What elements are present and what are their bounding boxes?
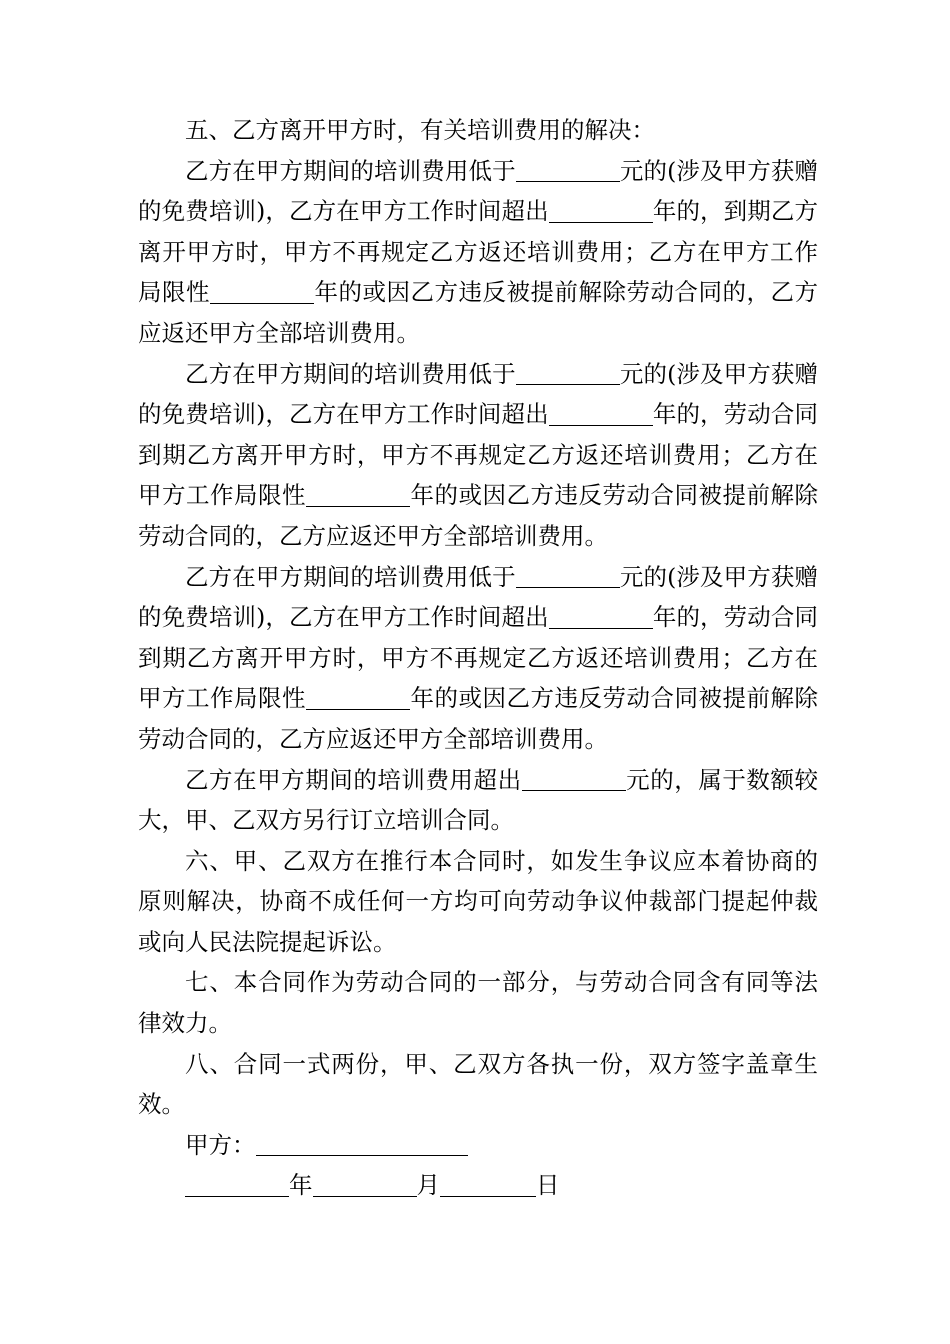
section-7: 七、本合同作为劳动合同的一部分，与劳动合同含有同等法律效力。 [138,968,818,1038]
p3-text-d: 年的或因乙方违反劳动合同被提前解除劳动合同的，乙方应返还甲方全部培训费用。 [138,684,818,753]
years-blank [549,604,653,629]
years-blank [306,482,410,507]
p1-text-a: 乙方在甲方期间的培训费用低于 [185,156,516,185]
amount-blank [516,564,620,589]
paragraph-training-fee-3 [138,557,818,760]
p2-text-a: 乙方在甲方期间的培训费用低于 [185,359,516,388]
day-label: 日 [536,1171,560,1200]
years-blank [210,279,314,304]
month-blank [313,1172,417,1197]
p3-text-c: 年的，劳动合同到期乙方离开甲方时，甲方不再规定乙方返还培训费用；乙方在甲方工作局限性 [138,603,819,713]
party-a-signature-line [138,1125,818,1166]
month-label: 月 [416,1171,440,1200]
amount-blank [522,767,626,792]
party-a-label: 甲方： [185,1130,256,1159]
p4-text-b: 元的，属于数额较大，甲、乙双方另行订立培训合同。 [138,765,819,835]
p3-text-a: 乙方在甲方期间的培训费用低于 [185,562,516,591]
day-blank [440,1172,536,1197]
section-5-title: 五、乙方离开甲方时，有关培训费用的解决： [185,116,655,144]
p1-text-d: 年的或因乙方违反被提前解除劳动合同的，乙方应返还甲方全部培训费用。 [138,278,818,347]
p2-text-d: 年的或因乙方违反劳动合同被提前解除劳动合同的，乙方应返还甲方全部培训费用。 [138,481,818,550]
p2-text-b: 元的(涉及甲方获赠的免费培训)，乙方在甲方工作时间超出 [138,359,819,429]
years-blank [549,198,653,223]
paragraph-training-fee-2 [138,354,818,557]
p3-text-b: 元的(涉及甲方获赠的免费培训)，乙方在甲方工作时间超出 [138,562,819,632]
p1-text-b: 元的(涉及甲方获赠的免费培训)，乙方在甲方工作时间超出 [138,156,819,226]
document-body [138,110,818,1206]
section-8: 八、合同一式两份，甲、乙双方各执一份，双方签字盖章生效。 [138,1049,818,1119]
date-line [138,1165,818,1206]
amount-blank [516,158,620,183]
years-blank [549,401,653,426]
year-blank [185,1172,289,1197]
paragraph-training-fee-4 [138,760,818,841]
section-6: 六、甲、乙双方在推行本合同时，如发生争议应本着协商的原则解决，协商不成任何一方均可向劳动争议仲裁部门提起仲裁或向人民法院提起诉讼。 [138,846,818,956]
year-label: 年 [289,1171,313,1200]
p2-text-c: 年的，劳动合同到期乙方离开甲方时，甲方不再规定乙方返还培训费用；乙方在甲方工作局限性 [138,400,819,510]
paragraph-training-fee-1 [138,151,818,354]
p1-text-c: 年的，到期乙方离开甲方时，甲方不再规定乙方返还培训费用；乙方在甲方工作局限性 [138,197,819,307]
amount-blank [516,361,620,386]
p4-text-a: 乙方在甲方期间的培训费用超出 [185,765,522,794]
years-blank [306,685,410,710]
party-a-signature-blank [256,1132,468,1157]
